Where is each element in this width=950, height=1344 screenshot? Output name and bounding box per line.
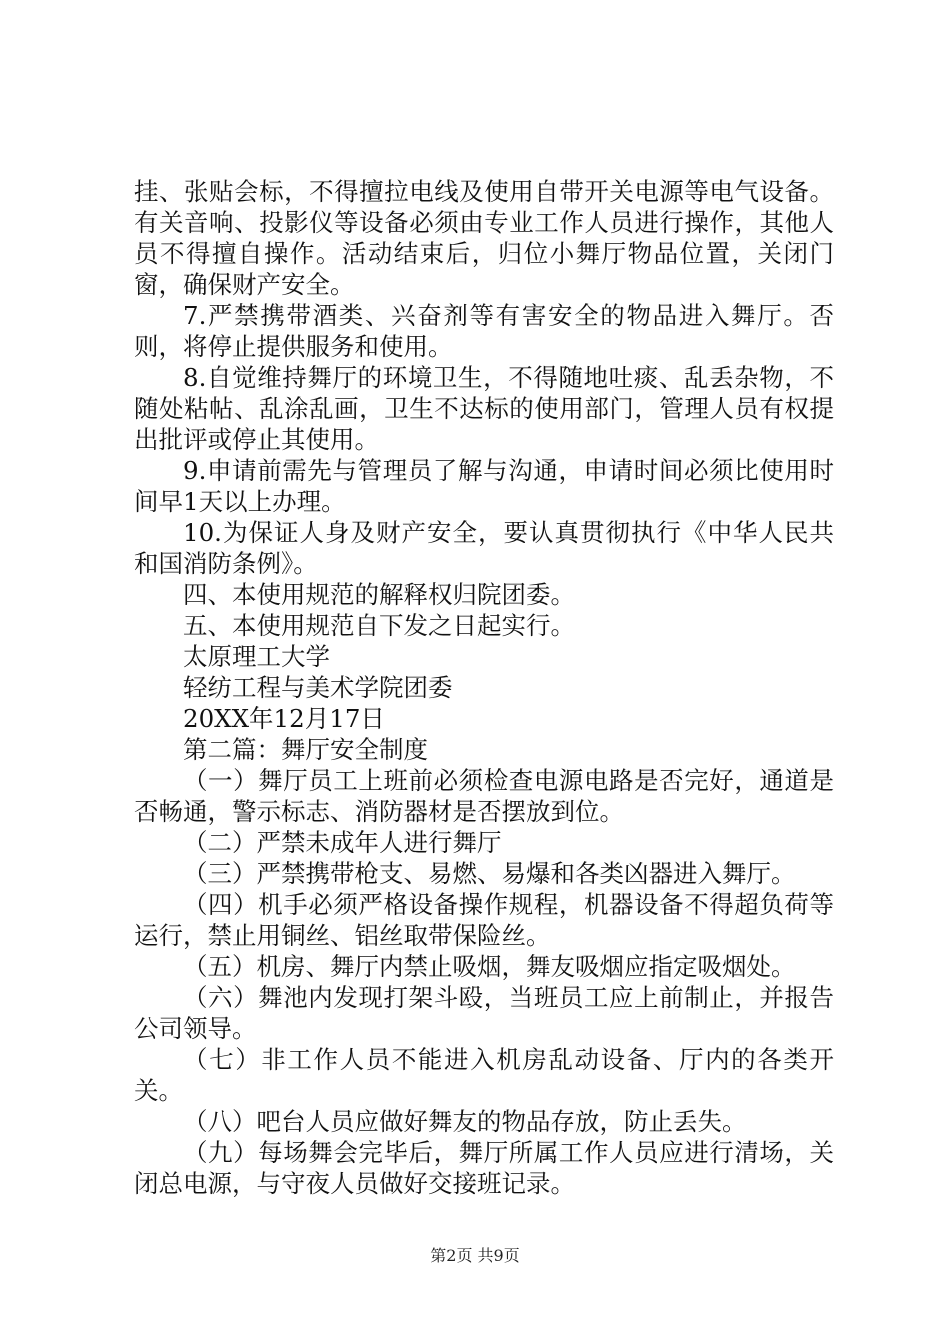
paragraph-item-5: （五）机房、舞厅内禁止吸烟，舞友吸烟应指定吸烟处。	[183, 952, 796, 981]
paragraph-item-3: （三）严禁携带枪支、易燃、易爆和各类凶器进入舞厅。	[183, 859, 796, 888]
paragraph-rule-8: 8.自觉维持舞厅的环境卫生，不得随地吐痰、乱丢杂物，不随处粘帖、乱涂乱画，卫生不达标的使用部门，管理人员有权提出批评或停止其使用。	[134, 363, 834, 454]
paragraph-rule-9: 9.申请前需先与管理员了解与沟通，申请时间必须比使用时间早1天以上办理。	[134, 456, 834, 516]
paragraph-item-7: （七）非工作人员不能进入机房乱动设备、厅内的各类开关。	[134, 1045, 834, 1105]
page-number-footer: 第2页 共9页	[430, 1246, 520, 1265]
paragraph-item-4: （四）机手必须严格设备操作规程，机器设备不得超负荷等运行，禁止用铜丝、铝丝取带保险丝。	[134, 890, 834, 950]
signature-department: 轻纺工程与美术学院团委	[183, 673, 453, 702]
paragraph-item-1: （一）舞厅员工上班前必须检查电源电路是否完好，通道是否畅通，警示标志、消防器材是否摆放到位。	[134, 766, 834, 826]
paragraph-section-4: 四、本使用规范的解释权归院团委。	[183, 580, 575, 609]
section-heading: 第二篇：舞厅安全制度	[183, 735, 428, 764]
paragraph-rule-7: 7.严禁携带酒类、兴奋剂等有害安全的物品进入舞厅。否则，将停止提供服务和使用。	[134, 301, 834, 361]
paragraph-continued: 挂、张贴会标，不得擅拉电线及使用自带开关电源等电气设备。有关音响、投影仪等设备必须由专业工作人员进行操作，其他人员不得擅自操作。活动结束后，归位小舞厅物品位置，关闭门窗，确保财产安全。	[134, 177, 834, 299]
signature-date: 20XX年12月17日	[183, 704, 385, 733]
signature-university: 太原理工大学	[183, 642, 330, 671]
document-body	[134, 176, 834, 1199]
paragraph-section-5: 五、本使用规范自下发之日起实行。	[183, 611, 575, 640]
paragraph-item-9: （九）每场舞会完毕后，舞厅所属工作人员应进行清场，关闭总电源，与守夜人员做好交接班记录。	[134, 1138, 834, 1198]
paragraph-item-2: （二）严禁未成年人进行舞厅	[183, 828, 502, 857]
paragraph-item-6: （六）舞池内发现打架斗殴，当班员工应上前制止，并报告公司领导。	[134, 983, 834, 1043]
paragraph-rule-10: 10.为保证人身及财产安全，要认真贯彻执行《中华人民共和国消防条例》。	[134, 518, 834, 578]
paragraph-item-8: （八）吧台人员应做好舞友的物品存放，防止丢失。	[183, 1107, 747, 1136]
